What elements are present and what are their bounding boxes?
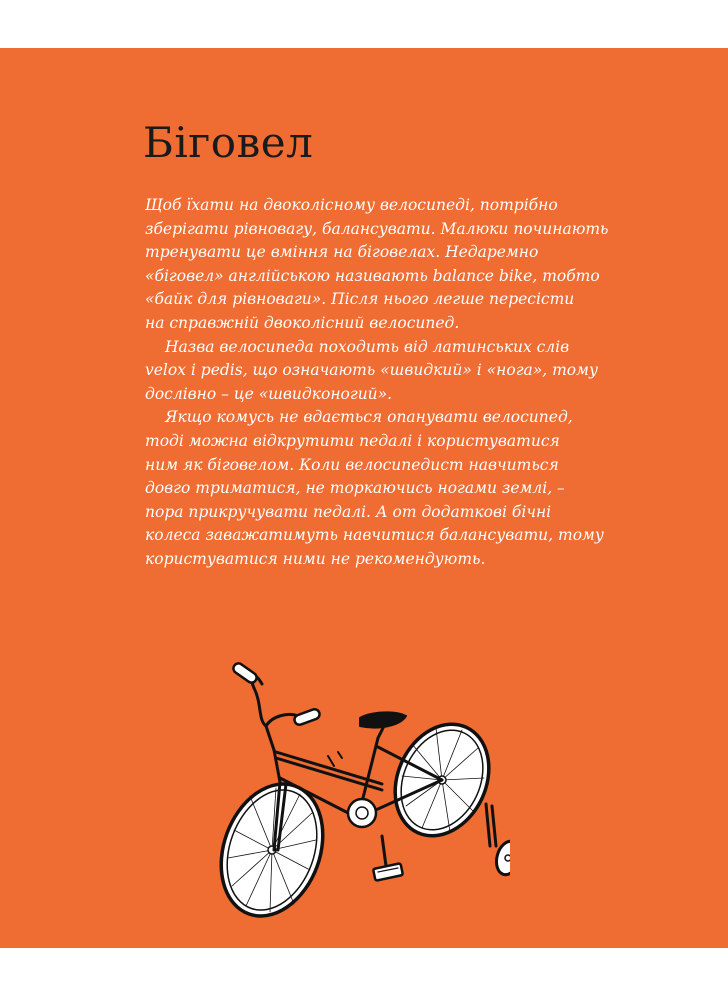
text-line: на справжній двоколісний велосипед. (145, 313, 460, 332)
text-line: пора прикручувати педалі. А от додаткові бічні (145, 502, 552, 521)
text-line: Назва велосипеда походить від латинських слів (165, 337, 570, 356)
text-line: тренувати це вміння на біговелах. Недаремно (145, 243, 539, 262)
text-line: тоді можна відкрутити педалі і користуватися (145, 431, 560, 450)
body-text (145, 194, 615, 572)
chainring (348, 799, 376, 827)
text-line: дослівно – це «швидконогий». (145, 384, 393, 403)
book-page (0, 48, 728, 948)
paragraph-3 (145, 406, 615, 571)
text-line: velox і pedis, що означають «швидкий» і «нога», тому (145, 361, 598, 380)
bicycle-illustration (210, 608, 510, 918)
text-line: довго триматися, не торкаючись ногами землі, – (145, 479, 565, 498)
text-line: «байк для рівноваги». Після нього легше пересісти (145, 290, 575, 309)
text-line: «біговел» англійською називають balance bike, тобто (145, 266, 600, 285)
page-title: Біговел (143, 118, 314, 167)
saddle (360, 712, 406, 738)
training-wheel (486, 804, 510, 877)
paragraph-2 (145, 336, 615, 407)
text-line: зберігати рівновагу, балансувати. Малюки починають (145, 219, 609, 238)
text-line: колеса заважатимуть навчитися балансувати, тому (145, 526, 604, 545)
handlebar (231, 661, 320, 750)
text-line: ним як біговелом. Коли велосипедист навчиться (145, 455, 559, 474)
text-line: Щоб їхати на двоколісному велосипеді, потрібно (145, 196, 558, 214)
text-line: Якщо комусь не вдається опанувати велосипед, (165, 408, 573, 427)
paragraph-1 (145, 194, 615, 336)
text-line: користуватися ними не рекомендують. (145, 549, 486, 568)
